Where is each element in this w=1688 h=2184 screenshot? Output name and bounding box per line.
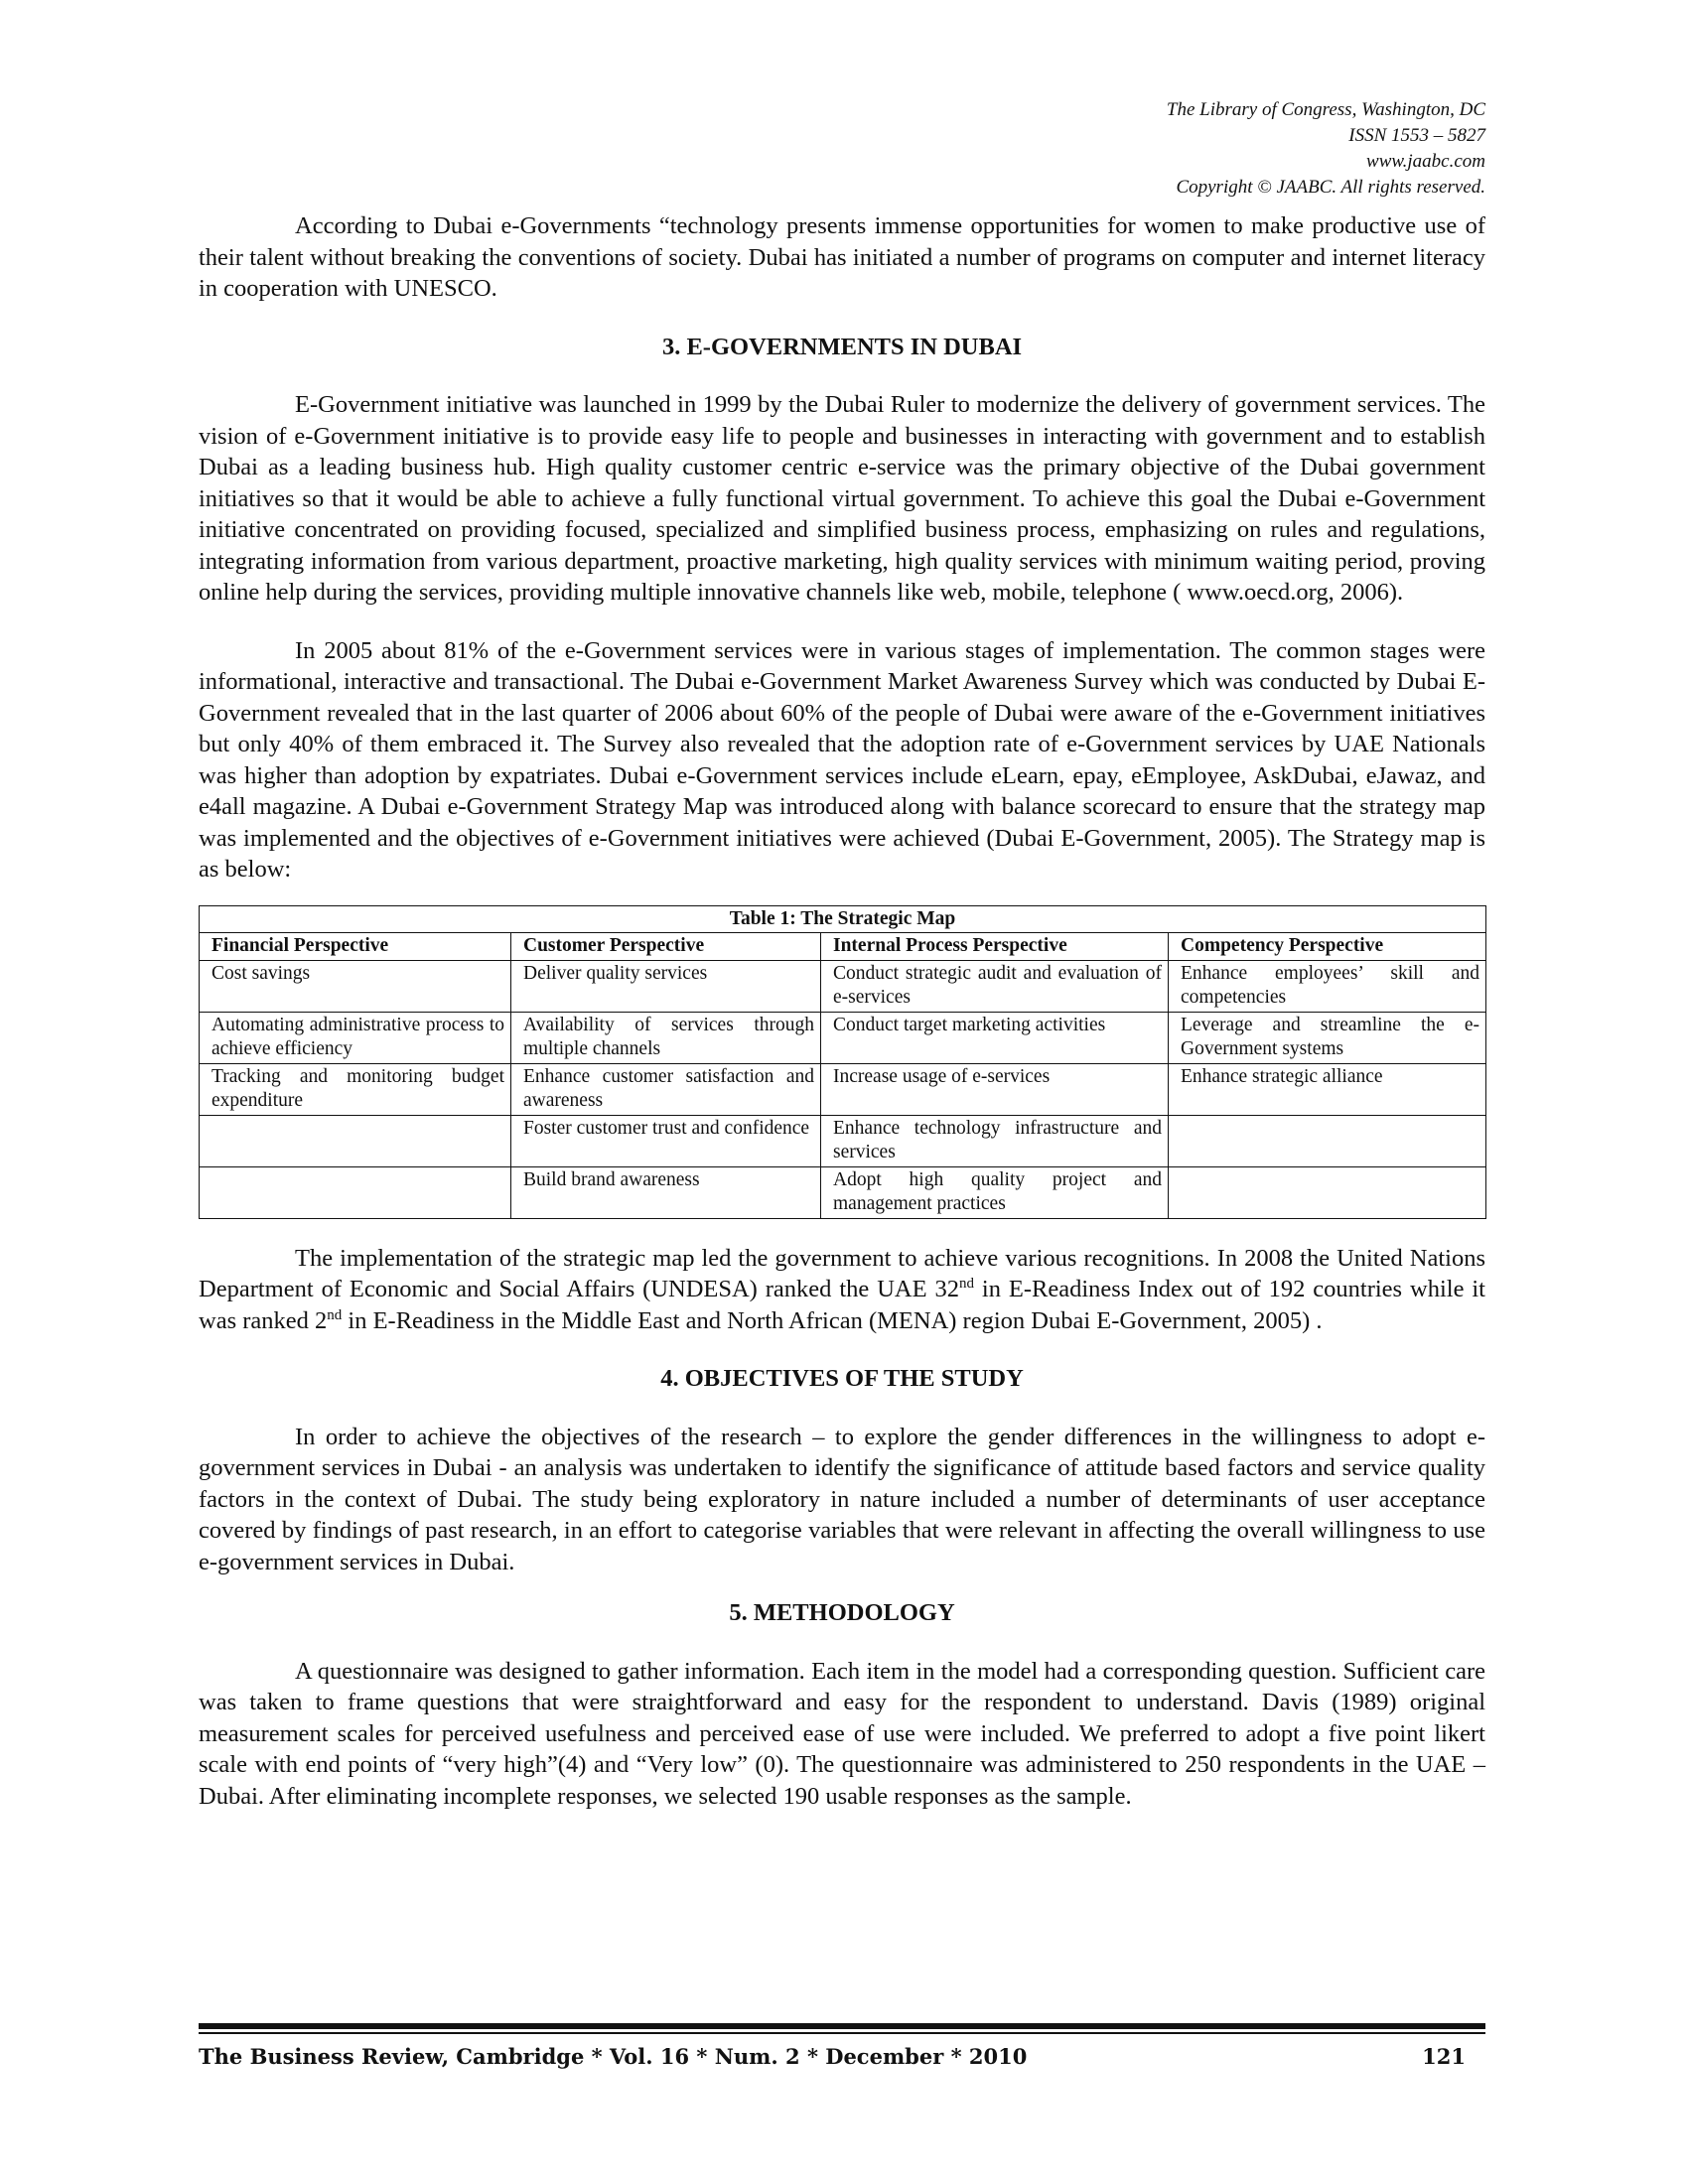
table-header-cell: Financial Perspective — [200, 933, 511, 961]
table-cell: Build brand awareness — [511, 1166, 821, 1218]
table-row — [200, 1012, 1486, 1063]
table-cell — [200, 1115, 511, 1166]
table-row — [200, 1115, 1486, 1166]
footer-journal-citation: The Business Review, Cambridge * Vol. 16 * Num. 2 * December * 2010 — [199, 2044, 1028, 2069]
table-cell: Enhance employees’ skill and competencies — [1169, 960, 1486, 1012]
table-cell: Enhance technology infrastructure and services — [821, 1115, 1169, 1166]
table-cell: Adopt high quality project and management practices — [821, 1166, 1169, 1218]
table-cell: Increase usage of e-services — [821, 1063, 1169, 1115]
table-header-cell: Customer Perspective — [511, 933, 821, 961]
header-line-issn: ISSN 1553 – 5827 — [1348, 125, 1485, 146]
table-cell — [1169, 1166, 1486, 1218]
table-cell: Enhance customer satisfaction and awareness — [511, 1063, 821, 1115]
table-cell: Foster customer trust and confidence — [511, 1115, 821, 1166]
header-line-copyright: Copyright © JAABC. All rights reserved. — [1176, 177, 1485, 198]
text-run: in E-Readiness Index out of 192 countries while it was ranked 2 — [199, 1276, 1485, 1334]
table-header-cell: Competency Perspective — [1169, 933, 1486, 961]
table-cell: Conduct target marketing activities — [821, 1012, 1169, 1063]
strategic-map-table — [199, 905, 1486, 1219]
superscript: nd — [959, 1275, 974, 1292]
article-body — [199, 210, 1485, 1812]
page-footer — [199, 2023, 1485, 2069]
intro-paragraph: According to Dubai e-Governments “technology presents immense opportunities for women to make productive use of their talent without breaking the conventions of society. Dubai has initiated a number of programs on computer and internet literacy in cooperation with UNESCO. — [199, 212, 1485, 302]
table-header-row — [200, 933, 1486, 961]
table-cell: Enhance strategic alliance — [1169, 1063, 1486, 1115]
table-cell: Automating administrative process to achieve efficiency — [200, 1012, 511, 1063]
journal-header — [1167, 97, 1485, 201]
page-number: 121 — [1422, 2044, 1466, 2069]
document-page — [199, 0, 1485, 2184]
header-line-website: www.jaabc.com — [1366, 151, 1485, 172]
table-cell — [200, 1166, 511, 1218]
footer-rule — [199, 2023, 1485, 2029]
table-cell: Leverage and streamline the e-Government systems — [1169, 1012, 1486, 1063]
superscript: nd — [327, 1306, 343, 1323]
text-run: in E-Readiness in the Middle East and North African (MENA) region Dubai E-Government, 2005) . — [342, 1306, 1323, 1334]
table-row — [200, 1166, 1486, 1218]
section-3-paragraph-1: E-Government initiative was launched in 1999 by the Dubai Ruler to modernize the delivery of government services. The vision of e-Government initiative is to provide easy life to people and businesses in interacting with government and to establish Dubai as a leading business hub. High quality customer centric e-service was the primary objective of the Dubai government initiatives so that it would be able to achieve a fully functional virtual government. To achieve this goal the Dubai e-Government initiative concentrated on providing focused, specialized and simplified business process, emphasizing on rules and regulations, integrating information from various department, proactive marketing, high quality services with minimum waiting period, proving online help during the services, providing multiple innovative channels like web, mobile, telephone ( www.oecd.org, 2006). — [199, 391, 1485, 606]
section-3-paragraph-3 — [199, 1243, 1485, 1337]
footer-rule — [199, 2032, 1485, 2034]
table-cell: Tracking and monitoring budget expenditure — [200, 1063, 511, 1115]
table-row — [200, 960, 1486, 1012]
table-cell: Availability of services through multiple channels — [511, 1012, 821, 1063]
table-cell: Conduct strategic audit and evaluation of e-services — [821, 960, 1169, 1012]
table-cell: Cost savings — [200, 960, 511, 1012]
table-row — [200, 1063, 1486, 1115]
text-run: The implementation of the strategic map led the government to achieve various recognitions. In 2008 the United Nations Department of Economic and Social Affairs (UNDESA) ranked the UAE 32 — [199, 1244, 1485, 1302]
section-5-paragraph: A questionnaire was designed to gather information. Each item in the model had a corresponding question. Sufficient care was taken to frame questions that were straightforward and easy for the respondent to understand. Davis (1989) original measurement scales for perceived usefulness and perceived ease of use were included. We preferred to adopt a five point likert scale with end points of “very high”(4) and “Very low” (0). The questionnaire was administered to 250 respondents in the UAE –Dubai. After eliminating incomplete responses, we selected 190 usable responses as the sample. — [199, 1657, 1485, 1810]
section-3-heading: 3. E-GOVERNMENTS IN DUBAI — [661, 333, 1023, 360]
table-cell — [1169, 1115, 1486, 1166]
header-line-library: The Library of Congress, Washington, DC — [1166, 99, 1485, 120]
table-cell: Deliver quality services — [511, 960, 821, 1012]
table-header-cell: Internal Process Perspective — [821, 933, 1169, 961]
table-caption: Table 1: The Strategic Map — [200, 905, 1486, 933]
section-4-paragraph: In order to achieve the objectives of the research – to explore the gender differences in the willingness to adopt e-government services in Dubai - an analysis was undertaken to identify the significance of attitude based factors and service quality factors in the context of Dubai. The study being exploratory in nature included a number of determinants of user acceptance covered by findings of past research, in an effort to categorise variables that were relevant in affecting the overall willingness to use e-government services in Dubai. — [199, 1423, 1485, 1575]
section-4-heading: 4. OBJECTIVES OF THE STUDY — [660, 1365, 1024, 1392]
section-3-paragraph-2: In 2005 about 81% of the e-Government services were in various stages of implementation. The common stages were informational, interactive and transactional. The Dubai e-Government Market Awareness Survey which was conducted by Dubai E-Government revealed that in the last quarter of 2006 about 60% of the people of Dubai were aware of the e-Government initiatives but only 40% of them embraced it. The Survey also revealed that the adoption rate of e-Government services by UAE Nationals was higher than adoption by expatriates. Dubai e-Government services include eLearn, epay, eEmployee, AskDubai, eJawaz, and e4all magazine. A Dubai e-Government Strategy Map was introduced along with balance scorecard to ensure that the strategy map was implemented and the objectives of e-Government initiatives were achieved (Dubai E-Government, 2005). The Strategy map is as below: — [199, 636, 1485, 883]
section-5-heading: 5. METHODOLOGY — [729, 1599, 955, 1626]
